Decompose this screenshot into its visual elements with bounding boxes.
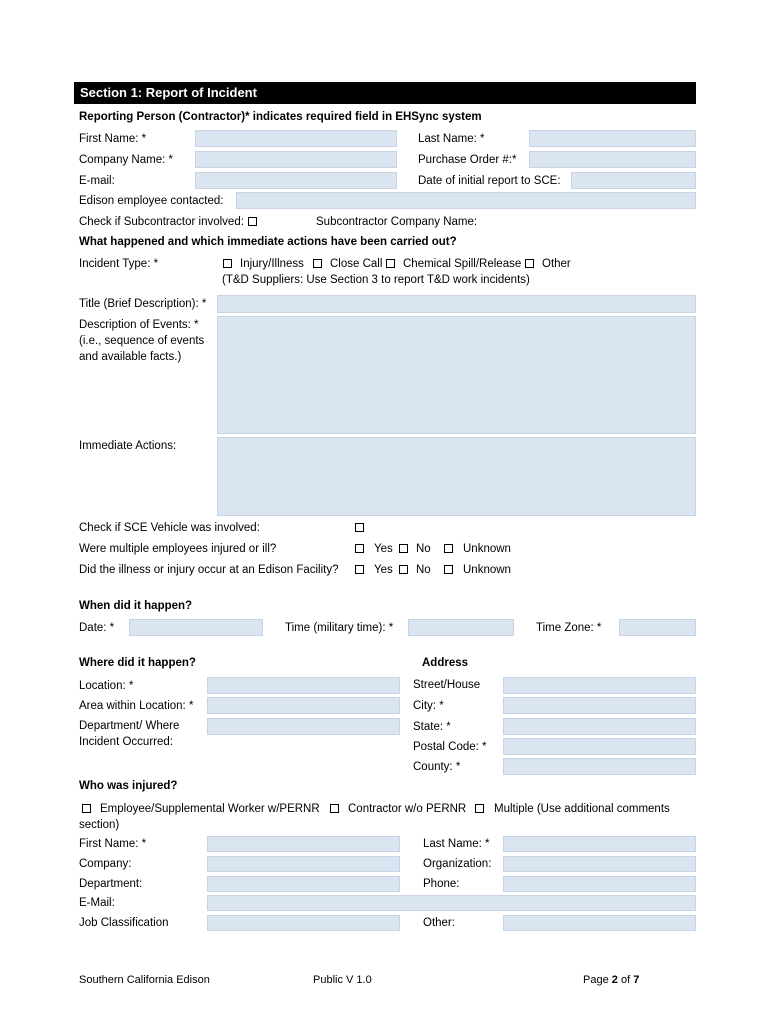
date-initial-report-label: Date of initial report to SCE:	[418, 175, 561, 187]
injured-department-label: Department:	[79, 878, 143, 890]
other-incident-checkbox[interactable]	[525, 259, 534, 268]
job-classification-label: Job Classification	[79, 917, 169, 929]
edison-facility-no-label: No	[416, 564, 431, 576]
other-incident-label: Other	[542, 258, 571, 270]
purchase-order-label: Purchase Order #:*	[418, 154, 517, 166]
multiple-injured-yes-label: Yes	[374, 543, 393, 555]
injury-illness-checkbox[interactable]	[223, 259, 232, 268]
when-heading: When did it happen?	[79, 600, 193, 612]
phone-label: Phone:	[423, 878, 460, 890]
page-total: 7	[633, 974, 640, 986]
timezone-label: Time Zone: *	[536, 622, 602, 634]
injured-first-name-label: First Name: *	[79, 838, 147, 850]
who-heading: Who was injured?	[79, 780, 178, 792]
county-field[interactable]	[503, 758, 696, 775]
multiple-checkbox[interactable]	[475, 804, 484, 813]
area-field[interactable]	[207, 697, 400, 714]
edison-facility-label: Did the illness or injury occur at an Edison Facility?	[79, 564, 339, 576]
department-label-1: Department/ Where	[79, 720, 180, 732]
department-label-2: Incident Occurred:	[79, 736, 173, 748]
time-field[interactable]	[408, 619, 514, 636]
job-classification-field[interactable]	[207, 915, 400, 931]
what-happened-heading: What happened and which immediate actions have been carried out?	[79, 236, 457, 248]
injury-illness-label: Injury/Illness	[240, 258, 304, 270]
city-field[interactable]	[503, 697, 696, 714]
incident-type-label: Incident Type: *	[79, 258, 159, 270]
injured-company-field[interactable]	[207, 856, 400, 872]
where-heading: Where did it happen?	[79, 657, 196, 669]
sce-vehicle-checkbox[interactable]	[355, 523, 364, 532]
injured-email-label: E-Mail:	[79, 897, 115, 909]
contractor-checkbox[interactable]	[330, 804, 339, 813]
city-label: City: *	[413, 700, 444, 712]
last-name-label: Last Name: *	[418, 133, 485, 145]
section-title: Section 1: Report of Incident	[74, 82, 696, 104]
sce-vehicle-label: Check if SCE Vehicle was involved:	[79, 522, 260, 534]
multiple-injured-label: Were multiple employees injured or ill?	[79, 543, 277, 555]
edison-facility-unknown-checkbox[interactable]	[444, 565, 453, 574]
edison-facility-no-checkbox[interactable]	[399, 565, 408, 574]
subcontractor-involved-checkbox[interactable]	[248, 217, 257, 226]
title-label: Title (Brief Description): *	[79, 298, 207, 310]
description-label: Description of Events: *	[79, 319, 199, 331]
date-field[interactable]	[129, 619, 263, 636]
injured-email-field[interactable]	[207, 895, 696, 911]
td-suppliers-note: (T&D Suppliers: Use Section 3 to report T&D work incidents)	[222, 274, 530, 286]
employee-option-label: Employee/Supplemental Worker w/PERNR	[100, 803, 320, 815]
edison-facility-yes-label: Yes	[374, 564, 393, 576]
page-of: of	[620, 974, 631, 986]
date-label: Date: *	[79, 622, 115, 634]
description-hint-2: and available facts.)	[79, 351, 182, 363]
edison-facility-unknown-label: Unknown	[463, 564, 511, 576]
edison-employee-field[interactable]	[236, 192, 696, 209]
other-field[interactable]	[503, 915, 696, 931]
email-label: E-mail:	[79, 175, 115, 187]
title-field[interactable]	[217, 295, 696, 313]
multiple-option-label-cont: section)	[79, 819, 120, 831]
close-call-label: Close Call	[330, 258, 383, 270]
organization-label: Organization:	[423, 858, 492, 870]
company-name-label: Company Name: *	[79, 154, 173, 166]
location-field[interactable]	[207, 677, 400, 694]
first-name-label: First Name: *	[79, 133, 147, 145]
injured-department-field[interactable]	[207, 876, 400, 892]
footer-version: Public V 1.0	[313, 974, 372, 986]
page-prefix: Page	[583, 974, 609, 986]
other-label: Other:	[423, 917, 455, 929]
employee-checkbox[interactable]	[82, 804, 91, 813]
multiple-injured-yes-checkbox[interactable]	[355, 544, 364, 553]
close-call-checkbox[interactable]	[313, 259, 322, 268]
multiple-injured-unknown-checkbox[interactable]	[444, 544, 453, 553]
location-label: Location: *	[79, 680, 134, 692]
reporting-heading: Reporting Person (Contractor)* indicates required field in EHSync system	[79, 111, 482, 123]
first-name-field[interactable]	[195, 130, 397, 147]
multiple-injured-no-label: No	[416, 543, 431, 555]
footer-company: Southern California Edison	[79, 974, 210, 986]
state-label: State: *	[413, 721, 451, 733]
injured-company-label: Company:	[79, 858, 132, 870]
street-label: Street/House	[413, 679, 481, 691]
description-field[interactable]	[217, 316, 696, 434]
street-field[interactable]	[503, 677, 696, 694]
area-label: Area within Location: *	[79, 700, 194, 712]
multiple-injured-unknown-label: Unknown	[463, 543, 511, 555]
email-field[interactable]	[195, 172, 397, 189]
injured-last-name-field[interactable]	[503, 836, 696, 852]
county-label: County: *	[413, 761, 461, 773]
postal-code-label: Postal Code: *	[413, 741, 487, 753]
subcontractor-involved-label: Check if Subcontractor involved:	[79, 216, 244, 228]
injured-last-name-label: Last Name: *	[423, 838, 490, 850]
time-label: Time (military time): *	[285, 622, 394, 634]
state-field[interactable]	[503, 718, 696, 735]
footer-page-number	[583, 973, 639, 987]
injured-first-name-field[interactable]	[207, 836, 400, 852]
timezone-field[interactable]	[619, 619, 696, 636]
department-where-field[interactable]	[207, 718, 400, 735]
chemical-spill-label: Chemical Spill/Release	[403, 258, 522, 270]
chemical-spill-checkbox[interactable]	[386, 259, 395, 268]
multiple-injured-no-checkbox[interactable]	[399, 544, 408, 553]
phone-field[interactable]	[503, 876, 696, 892]
contractor-option-label: Contractor w/o PERNR	[348, 803, 467, 815]
organization-field[interactable]	[503, 856, 696, 872]
description-hint-1: (i.e., sequence of events	[79, 335, 205, 347]
immediate-actions-label: Immediate Actions:	[79, 440, 177, 452]
subcontractor-company-label: Subcontractor Company Name:	[316, 216, 478, 228]
edison-facility-yes-checkbox[interactable]	[355, 565, 364, 574]
page-current: 2	[611, 974, 618, 986]
date-initial-report-field[interactable]	[571, 172, 696, 189]
company-name-field[interactable]	[195, 151, 397, 168]
postal-code-field[interactable]	[503, 738, 696, 755]
address-heading: Address	[422, 657, 469, 669]
multiple-option-label: Multiple (Use additional comments	[494, 803, 670, 815]
last-name-field[interactable]	[529, 130, 696, 147]
edison-employee-label: Edison employee contacted:	[79, 195, 224, 207]
purchase-order-field[interactable]	[529, 151, 696, 168]
immediate-actions-field[interactable]	[217, 437, 696, 516]
